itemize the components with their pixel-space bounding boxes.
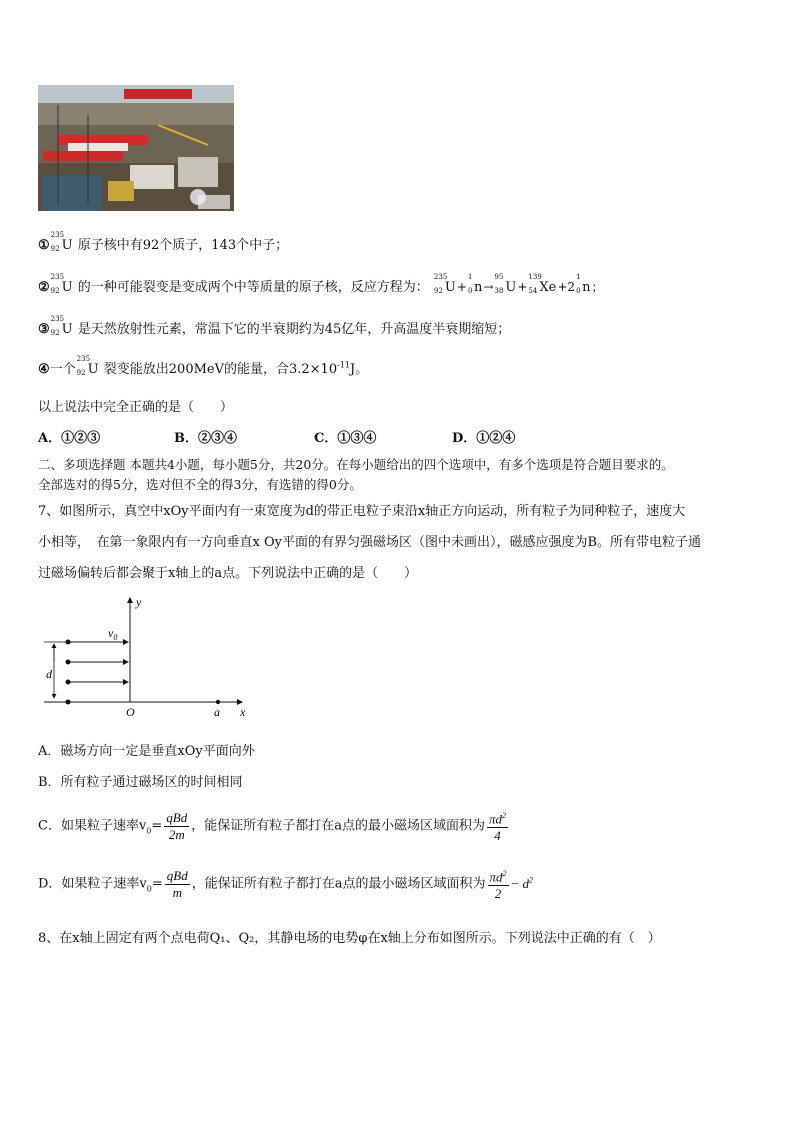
option-d[interactable]: D．①②④ — [452, 431, 516, 446]
statement-4-prefix: 一个 — [49, 362, 76, 377]
fission-equation: 235 92 U+ 1 0 n→ 95 38 U+ 139 54 Xe+2 1 0 n； — [433, 273, 604, 295]
q7-option-c[interactable]: C．如果粒子速率$v_0=$ $\frac{\text{qBd}}{2m}$ ，能保证所有粒子都打在a点的最小磁场区域面积为 $\frac{\pi d^2}{4}$ — [38, 809, 507, 844]
option-c[interactable]: C．①③④ — [314, 431, 377, 446]
section-2-line-2: 全部选对的得5分，选对但不全的得3分，有选错的得0分。 — [38, 477, 362, 492]
question-7-line-3: 过磁场偏转后都会聚于x轴上的a点。下列说法中正确的是（ ） — [38, 566, 418, 581]
uranium-235-symbol: 235 92 U — [50, 273, 73, 295]
option-d-text: ，能保证所有粒子都打在a点的最小磁场区域面积为 — [191, 876, 486, 892]
statement-1-text: 原子核中有92个质子，143个中子； — [77, 238, 289, 253]
number-1: ① — [38, 238, 50, 253]
statement-2-text: 的一种可能裂变是变成两个中等质量的原子核，反应方程为： — [77, 280, 429, 295]
uranium-235-symbol: 235 92 U — [50, 315, 73, 337]
statement-4 — [38, 355, 369, 377]
question-7-line-1: 7、如图所示，真空中xOy平面内有一束宽度为d的带正电粒子束沿x轴正方向运动，所有粒子为同种粒子，速度大 — [38, 504, 686, 519]
construction-photo — [38, 85, 234, 211]
fraction-qbd-2m: $\frac{\text{qBd}}{2m}$ — [166, 809, 188, 842]
statement-3 — [38, 315, 511, 337]
question-6-stem: 以上说法中完全正确的是（ ） — [38, 400, 234, 415]
option-b[interactable]: B．②③④ — [174, 431, 237, 446]
exponent: -11 — [337, 360, 350, 370]
particle-beam-figure — [36, 592, 266, 722]
statement-1 — [38, 231, 289, 253]
q7-option-b[interactable]: B．所有粒子通过磁场区的时间相同 — [38, 775, 243, 790]
label-d: d — [46, 667, 52, 681]
statement-2 — [38, 273, 604, 295]
statement-4-unit: J。 — [350, 362, 369, 377]
statement-4-text: 裂变能放出200MeV的能量，合3.2×10 — [103, 362, 338, 377]
question-7-line-2: 小相等， 在第一象限内有一方向垂直x Oy平面的有界匀强磁场区（图中未画出），磁感应强度为B。所有带电粒子通 — [38, 535, 702, 550]
question-6-options — [38, 427, 515, 446]
option-a[interactable]: A．①②③ — [38, 431, 101, 446]
label-y: y — [136, 595, 142, 609]
fraction-pid2-2: $\frac{\pi d^2}{2}$ — [488, 866, 509, 902]
number-4: ④ — [38, 362, 50, 377]
fraction-pid2-4: $\frac{\pi d^2}{4}$ — [487, 808, 508, 844]
option-d-tail: − $d^2$ — [510, 875, 534, 891]
label-a: a — [214, 705, 220, 719]
number-3: ③ — [38, 322, 50, 337]
uranium-235-symbol: 235 92 U — [50, 231, 73, 253]
section-2-line-1: 二、多项选择题 本题共4小题，每小题5分，共20分。在每小题给出的四个选项中，有多个选项是符合题目要求的。 — [38, 457, 674, 472]
option-d-prefix: D．如果粒子速率v — [38, 876, 147, 892]
label-origin: O — [126, 705, 135, 719]
statement-3-text: 是天然放射性元素，常温下它的半衰期约为45亿年，升高温度半衰期缩短； — [77, 322, 511, 337]
label-v0: $v_0$ — [108, 626, 118, 642]
number-2: ② — [38, 280, 50, 295]
q7-option-a[interactable]: A．磁场方向一定是垂直xOy平面向外 — [38, 744, 255, 759]
label-x: x — [240, 705, 246, 719]
option-c-text: ，能保证所有粒子都打在a点的最小磁场区域面积为 — [191, 818, 486, 834]
q7-option-d[interactable]: D．如果粒子速率$v_0=$ $\frac{\text{qBd}}{m}$ ，能保证所有粒子都打在a点的最小磁场区域面积为 $\frac{\pi d^2}{2}$ − $d^2$ — [38, 867, 534, 902]
option-c-prefix: C．如果粒子速率v — [38, 818, 147, 834]
question-8: 8、在x轴上固定有两个点电荷Q₁、Q₂，其静电场的电势φ在x轴上分布如图所示。下列说法中正确的有（ ） — [38, 931, 661, 946]
fraction-qbd-m: $\frac{\text{qBd}}{m}$ — [166, 867, 188, 900]
uranium-235-symbol: 235 92 U — [76, 355, 99, 377]
